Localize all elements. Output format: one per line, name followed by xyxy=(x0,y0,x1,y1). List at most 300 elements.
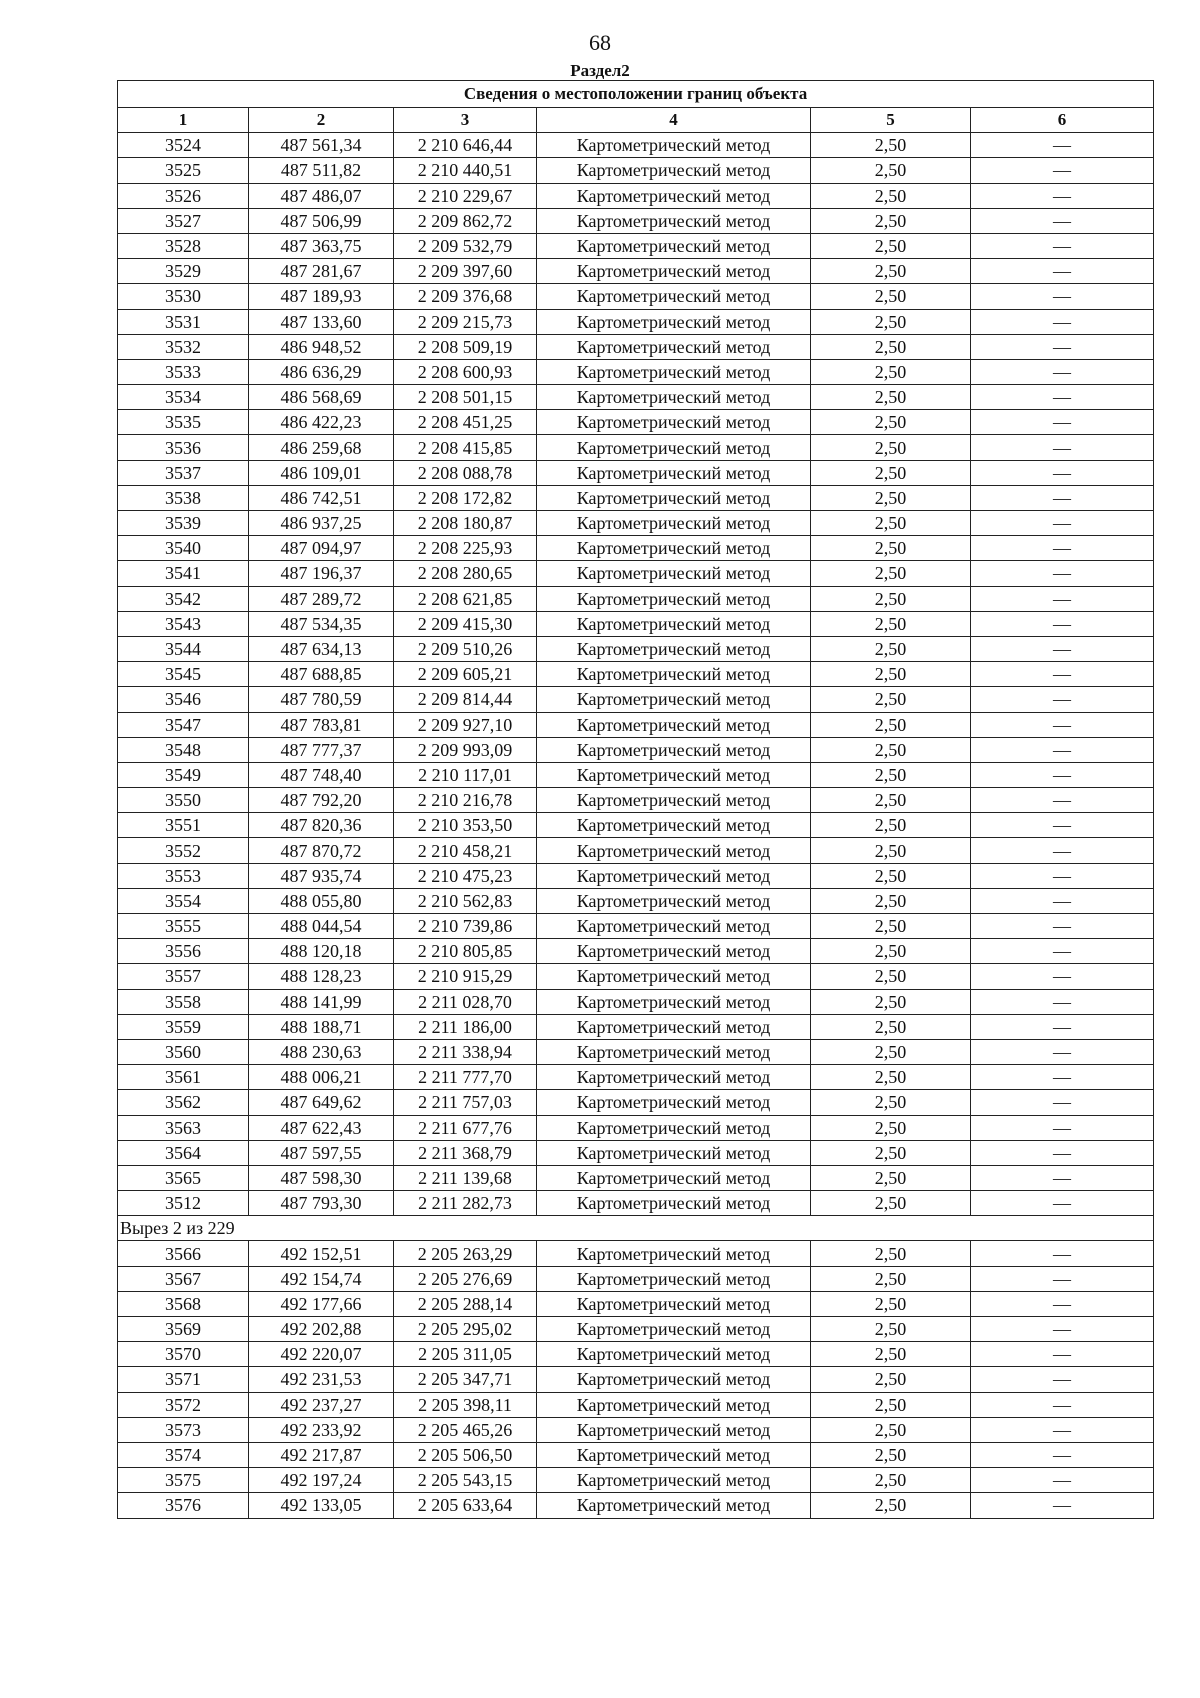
section-title: Раздел2 xyxy=(570,61,630,80)
method-cell: Картометрический метод xyxy=(537,611,811,636)
y-coordinate-cell: 2 205 347,71 xyxy=(394,1367,537,1392)
point-number-cell: 3547 xyxy=(118,712,249,737)
x-coordinate-cell: 492 154,74 xyxy=(249,1266,394,1291)
point-number-cell: 3572 xyxy=(118,1392,249,1417)
y-coordinate-cell: 2 211 186,00 xyxy=(394,1014,537,1039)
cutout-label: Вырез 2 из 229 xyxy=(118,1216,1154,1241)
table-row xyxy=(118,939,1154,964)
description-cell: — xyxy=(971,1241,1154,1266)
x-coordinate-cell: 488 128,23 xyxy=(249,964,394,989)
description-cell: — xyxy=(971,1191,1154,1216)
point-number-cell: 3552 xyxy=(118,838,249,863)
table-row xyxy=(118,737,1154,762)
x-coordinate-cell: 487 363,75 xyxy=(249,233,394,258)
description-cell: — xyxy=(971,762,1154,787)
method-cell: Картометрический метод xyxy=(537,385,811,410)
method-cell: Картометрический метод xyxy=(537,1468,811,1493)
description-cell: — xyxy=(971,888,1154,913)
x-coordinate-cell: 486 937,25 xyxy=(249,511,394,536)
y-coordinate-cell: 2 211 338,94 xyxy=(394,1039,537,1064)
method-cell: Картометрический метод xyxy=(537,737,811,762)
description-cell: — xyxy=(971,485,1154,510)
table-row xyxy=(118,762,1154,787)
table-row xyxy=(118,687,1154,712)
x-coordinate-cell: 486 636,29 xyxy=(249,359,394,384)
accuracy-cell: 2,50 xyxy=(811,662,971,687)
method-cell: Картометрический метод xyxy=(537,914,811,939)
description-cell: — xyxy=(971,737,1154,762)
y-coordinate-cell: 2 205 465,26 xyxy=(394,1417,537,1442)
accuracy-cell: 2,50 xyxy=(811,1468,971,1493)
table-row xyxy=(118,158,1154,183)
method-cell: Картометрический метод xyxy=(537,1392,811,1417)
point-number-cell: 3530 xyxy=(118,284,249,309)
point-number-cell: 3575 xyxy=(118,1468,249,1493)
point-number-cell: 3565 xyxy=(118,1165,249,1190)
y-coordinate-cell: 2 208 280,65 xyxy=(394,561,537,586)
table-row xyxy=(118,712,1154,737)
x-coordinate-cell: 488 055,80 xyxy=(249,888,394,913)
x-coordinate-cell: 487 133,60 xyxy=(249,309,394,334)
method-cell: Картометрический метод xyxy=(537,989,811,1014)
method-cell: Картометрический метод xyxy=(537,1442,811,1467)
description-cell: — xyxy=(971,989,1154,1014)
x-coordinate-cell: 487 870,72 xyxy=(249,838,394,863)
point-number-cell: 3539 xyxy=(118,511,249,536)
x-coordinate-cell: 487 486,07 xyxy=(249,183,394,208)
description-cell: — xyxy=(971,662,1154,687)
column-header: 3 xyxy=(394,108,537,133)
table-row xyxy=(118,636,1154,661)
y-coordinate-cell: 2 211 777,70 xyxy=(394,1065,537,1090)
table-row xyxy=(118,284,1154,309)
description-cell: — xyxy=(971,636,1154,661)
x-coordinate-cell: 487 196,37 xyxy=(249,561,394,586)
y-coordinate-cell: 2 209 510,26 xyxy=(394,636,537,661)
point-number-cell: 3574 xyxy=(118,1442,249,1467)
x-coordinate-cell: 492 220,07 xyxy=(249,1342,394,1367)
point-number-cell: 3548 xyxy=(118,737,249,762)
table-row xyxy=(118,914,1154,939)
x-coordinate-cell: 488 044,54 xyxy=(249,914,394,939)
point-number-cell: 3564 xyxy=(118,1140,249,1165)
y-coordinate-cell: 2 208 180,87 xyxy=(394,511,537,536)
x-coordinate-cell: 487 597,55 xyxy=(249,1140,394,1165)
x-coordinate-cell: 488 141,99 xyxy=(249,989,394,1014)
method-cell: Картометрический метод xyxy=(537,208,811,233)
method-cell: Картометрический метод xyxy=(537,662,811,687)
method-cell: Картометрический метод xyxy=(537,1241,811,1266)
table-row xyxy=(118,1039,1154,1064)
point-number-cell: 3529 xyxy=(118,259,249,284)
accuracy-cell: 2,50 xyxy=(811,259,971,284)
y-coordinate-cell: 2 209 605,21 xyxy=(394,662,537,687)
point-number-cell: 3558 xyxy=(118,989,249,1014)
y-coordinate-cell: 2 209 993,09 xyxy=(394,737,537,762)
x-coordinate-cell: 487 820,36 xyxy=(249,813,394,838)
column-header: 1 xyxy=(118,108,249,133)
point-number-cell: 3573 xyxy=(118,1417,249,1442)
description-cell: — xyxy=(971,712,1154,737)
description-cell: — xyxy=(971,309,1154,334)
accuracy-cell: 2,50 xyxy=(811,611,971,636)
accuracy-cell: 2,50 xyxy=(811,989,971,1014)
method-cell: Картометрический метод xyxy=(537,133,811,158)
x-coordinate-cell: 486 948,52 xyxy=(249,334,394,359)
method-cell: Картометрический метод xyxy=(537,863,811,888)
method-cell: Картометрический метод xyxy=(537,410,811,435)
x-coordinate-cell: 487 289,72 xyxy=(249,586,394,611)
description-cell: — xyxy=(971,259,1154,284)
point-number-cell: 3512 xyxy=(118,1191,249,1216)
table-row xyxy=(118,485,1154,510)
table-row xyxy=(118,1115,1154,1140)
accuracy-cell: 2,50 xyxy=(811,359,971,384)
accuracy-cell: 2,50 xyxy=(811,762,971,787)
point-number-cell: 3551 xyxy=(118,813,249,838)
y-coordinate-cell: 2 210 805,85 xyxy=(394,939,537,964)
table-row xyxy=(118,208,1154,233)
point-number-cell: 3538 xyxy=(118,485,249,510)
method-cell: Картометрический метод xyxy=(537,158,811,183)
table-row xyxy=(118,334,1154,359)
method-cell: Картометрический метод xyxy=(537,712,811,737)
method-cell: Картометрический метод xyxy=(537,1065,811,1090)
method-cell: Картометрический метод xyxy=(537,1266,811,1291)
description-cell: — xyxy=(971,914,1154,939)
x-coordinate-cell: 486 422,23 xyxy=(249,410,394,435)
accuracy-cell: 2,50 xyxy=(811,1317,971,1342)
table-row xyxy=(118,1014,1154,1039)
method-cell: Картометрический метод xyxy=(537,309,811,334)
y-coordinate-cell: 2 208 415,85 xyxy=(394,435,537,460)
point-number-cell: 3534 xyxy=(118,385,249,410)
y-coordinate-cell: 2 205 311,05 xyxy=(394,1342,537,1367)
column-header: 5 xyxy=(811,108,971,133)
description-cell: — xyxy=(971,1317,1154,1342)
point-number-cell: 3535 xyxy=(118,410,249,435)
y-coordinate-cell: 2 209 376,68 xyxy=(394,284,537,309)
accuracy-cell: 2,50 xyxy=(811,183,971,208)
accuracy-cell: 2,50 xyxy=(811,1241,971,1266)
point-number-cell: 3545 xyxy=(118,662,249,687)
table-row xyxy=(118,1468,1154,1493)
method-cell: Картометрический метод xyxy=(537,1317,811,1342)
point-number-cell: 3540 xyxy=(118,536,249,561)
accuracy-cell: 2,50 xyxy=(811,485,971,510)
point-number-cell: 3560 xyxy=(118,1039,249,1064)
point-number-cell: 3543 xyxy=(118,611,249,636)
description-cell: — xyxy=(971,813,1154,838)
table-row xyxy=(118,1317,1154,1342)
accuracy-cell: 2,50 xyxy=(811,914,971,939)
method-cell: Картометрический метод xyxy=(537,1165,811,1190)
accuracy-cell: 2,50 xyxy=(811,158,971,183)
description-cell: — xyxy=(971,1115,1154,1140)
method-cell: Картометрический метод xyxy=(537,939,811,964)
accuracy-cell: 2,50 xyxy=(811,586,971,611)
x-coordinate-cell: 492 177,66 xyxy=(249,1291,394,1316)
point-number-cell: 3553 xyxy=(118,863,249,888)
accuracy-cell: 2,50 xyxy=(811,964,971,989)
accuracy-cell: 2,50 xyxy=(811,1417,971,1442)
description-cell: — xyxy=(971,687,1154,712)
point-number-cell: 3544 xyxy=(118,636,249,661)
point-number-cell: 3528 xyxy=(118,233,249,258)
x-coordinate-cell: 487 792,20 xyxy=(249,788,394,813)
x-coordinate-cell: 487 783,81 xyxy=(249,712,394,737)
method-cell: Картометрический метод xyxy=(537,1367,811,1392)
y-coordinate-cell: 2 210 216,78 xyxy=(394,788,537,813)
table-row xyxy=(118,662,1154,687)
method-cell: Картометрический метод xyxy=(537,561,811,586)
table-header-row xyxy=(118,108,1154,133)
accuracy-cell: 2,50 xyxy=(811,863,971,888)
accuracy-cell: 2,50 xyxy=(811,460,971,485)
description-cell: — xyxy=(971,838,1154,863)
method-cell: Картометрический метод xyxy=(537,334,811,359)
point-number-cell: 3567 xyxy=(118,1266,249,1291)
y-coordinate-cell: 2 209 862,72 xyxy=(394,208,537,233)
y-coordinate-cell: 2 210 562,83 xyxy=(394,888,537,913)
description-cell: — xyxy=(971,1417,1154,1442)
description-cell: — xyxy=(971,208,1154,233)
method-cell: Картометрический метод xyxy=(537,1417,811,1442)
table-caption-row xyxy=(118,81,1154,108)
description-cell: — xyxy=(971,1342,1154,1367)
method-cell: Картометрический метод xyxy=(537,259,811,284)
point-number-cell: 3531 xyxy=(118,309,249,334)
description-cell: — xyxy=(971,460,1154,485)
accuracy-cell: 2,50 xyxy=(811,1442,971,1467)
method-cell: Картометрический метод xyxy=(537,964,811,989)
table-row xyxy=(118,435,1154,460)
point-number-cell: 3524 xyxy=(118,133,249,158)
accuracy-cell: 2,50 xyxy=(811,888,971,913)
table-row xyxy=(118,359,1154,384)
method-cell: Картометрический метод xyxy=(537,813,811,838)
x-coordinate-cell: 492 152,51 xyxy=(249,1241,394,1266)
x-coordinate-cell: 487 748,40 xyxy=(249,762,394,787)
x-coordinate-cell: 487 935,74 xyxy=(249,863,394,888)
x-coordinate-cell: 486 259,68 xyxy=(249,435,394,460)
y-coordinate-cell: 2 209 814,44 xyxy=(394,687,537,712)
method-cell: Картометрический метод xyxy=(537,1090,811,1115)
x-coordinate-cell: 492 133,05 xyxy=(249,1493,394,1518)
point-number-cell: 3525 xyxy=(118,158,249,183)
y-coordinate-cell: 2 208 509,19 xyxy=(394,334,537,359)
x-coordinate-cell: 487 793,30 xyxy=(249,1191,394,1216)
description-cell: — xyxy=(971,334,1154,359)
table-row xyxy=(118,1090,1154,1115)
point-number-cell: 3526 xyxy=(118,183,249,208)
y-coordinate-cell: 2 205 288,14 xyxy=(394,1291,537,1316)
point-number-cell: 3557 xyxy=(118,964,249,989)
y-coordinate-cell: 2 208 225,93 xyxy=(394,536,537,561)
x-coordinate-cell: 487 622,43 xyxy=(249,1115,394,1140)
x-coordinate-cell: 487 634,13 xyxy=(249,636,394,661)
x-coordinate-cell: 492 197,24 xyxy=(249,1468,394,1493)
point-number-cell: 3576 xyxy=(118,1493,249,1518)
method-cell: Картометрический метод xyxy=(537,536,811,561)
accuracy-cell: 2,50 xyxy=(811,1140,971,1165)
description-cell: — xyxy=(971,1442,1154,1467)
accuracy-cell: 2,50 xyxy=(811,511,971,536)
method-cell: Картометрический метод xyxy=(537,838,811,863)
description-cell: — xyxy=(971,158,1154,183)
x-coordinate-cell: 487 777,37 xyxy=(249,737,394,762)
y-coordinate-cell: 2 211 368,79 xyxy=(394,1140,537,1165)
table-row xyxy=(118,1291,1154,1316)
x-coordinate-cell: 487 534,35 xyxy=(249,611,394,636)
y-coordinate-cell: 2 208 172,82 xyxy=(394,485,537,510)
table-row xyxy=(118,1191,1154,1216)
y-coordinate-cell: 2 209 397,60 xyxy=(394,259,537,284)
table-row xyxy=(118,989,1154,1014)
y-coordinate-cell: 2 208 501,15 xyxy=(394,385,537,410)
y-coordinate-cell: 2 210 915,29 xyxy=(394,964,537,989)
y-coordinate-cell: 2 211 028,70 xyxy=(394,989,537,1014)
accuracy-cell: 2,50 xyxy=(811,939,971,964)
y-coordinate-cell: 2 210 458,21 xyxy=(394,838,537,863)
point-number-cell: 3554 xyxy=(118,888,249,913)
y-coordinate-cell: 2 211 757,03 xyxy=(394,1090,537,1115)
point-number-cell: 3570 xyxy=(118,1342,249,1367)
x-coordinate-cell: 487 561,34 xyxy=(249,133,394,158)
accuracy-cell: 2,50 xyxy=(811,1014,971,1039)
accuracy-cell: 2,50 xyxy=(811,284,971,309)
description-cell: — xyxy=(971,133,1154,158)
description-cell: — xyxy=(971,284,1154,309)
description-cell: — xyxy=(971,611,1154,636)
description-cell: — xyxy=(971,939,1154,964)
description-cell: — xyxy=(971,536,1154,561)
accuracy-cell: 2,50 xyxy=(811,133,971,158)
point-number-cell: 3536 xyxy=(118,435,249,460)
method-cell: Картометрический метод xyxy=(537,788,811,813)
x-coordinate-cell: 487 511,82 xyxy=(249,158,394,183)
description-cell: — xyxy=(971,1392,1154,1417)
x-coordinate-cell: 488 006,21 xyxy=(249,1065,394,1090)
x-coordinate-cell: 486 742,51 xyxy=(249,485,394,510)
description-cell: — xyxy=(971,1367,1154,1392)
description-cell: — xyxy=(971,183,1154,208)
method-cell: Картометрический метод xyxy=(537,586,811,611)
y-coordinate-cell: 2 205 263,29 xyxy=(394,1241,537,1266)
description-cell: — xyxy=(971,359,1154,384)
description-cell: — xyxy=(971,1291,1154,1316)
accuracy-cell: 2,50 xyxy=(811,1342,971,1367)
table-row xyxy=(118,133,1154,158)
point-number-cell: 3527 xyxy=(118,208,249,233)
method-cell: Картометрический метод xyxy=(537,183,811,208)
accuracy-cell: 2,50 xyxy=(811,788,971,813)
point-number-cell: 3537 xyxy=(118,460,249,485)
table-row xyxy=(118,863,1154,888)
x-coordinate-cell: 487 506,99 xyxy=(249,208,394,233)
table-row xyxy=(118,385,1154,410)
accuracy-cell: 2,50 xyxy=(811,1039,971,1064)
point-number-cell: 3542 xyxy=(118,586,249,611)
accuracy-cell: 2,50 xyxy=(811,1115,971,1140)
description-cell: — xyxy=(971,1493,1154,1518)
description-cell: — xyxy=(971,435,1154,460)
boundary-coordinates-table xyxy=(117,80,1154,1519)
table-row xyxy=(118,511,1154,536)
table-row xyxy=(118,410,1154,435)
y-coordinate-cell: 2 211 282,73 xyxy=(394,1191,537,1216)
x-coordinate-cell: 488 230,63 xyxy=(249,1039,394,1064)
table-row xyxy=(118,1367,1154,1392)
accuracy-cell: 2,50 xyxy=(811,1191,971,1216)
y-coordinate-cell: 2 205 276,69 xyxy=(394,1266,537,1291)
method-cell: Картометрический метод xyxy=(537,762,811,787)
y-coordinate-cell: 2 209 532,79 xyxy=(394,233,537,258)
accuracy-cell: 2,50 xyxy=(811,712,971,737)
table-row xyxy=(118,838,1154,863)
y-coordinate-cell: 2 210 739,86 xyxy=(394,914,537,939)
x-coordinate-cell: 486 568,69 xyxy=(249,385,394,410)
y-coordinate-cell: 2 208 621,85 xyxy=(394,586,537,611)
method-cell: Картометрический метод xyxy=(537,1014,811,1039)
description-cell: — xyxy=(971,1266,1154,1291)
accuracy-cell: 2,50 xyxy=(811,385,971,410)
cutout-row xyxy=(118,1216,1154,1241)
y-coordinate-cell: 2 205 543,15 xyxy=(394,1468,537,1493)
point-number-cell: 3533 xyxy=(118,359,249,384)
method-cell: Картометрический метод xyxy=(537,435,811,460)
table-row xyxy=(118,1065,1154,1090)
accuracy-cell: 2,50 xyxy=(811,561,971,586)
accuracy-cell: 2,50 xyxy=(811,1392,971,1417)
x-coordinate-cell: 488 120,18 xyxy=(249,939,394,964)
y-coordinate-cell: 2 208 088,78 xyxy=(394,460,537,485)
y-coordinate-cell: 2 211 677,76 xyxy=(394,1115,537,1140)
accuracy-cell: 2,50 xyxy=(811,838,971,863)
description-cell: — xyxy=(971,586,1154,611)
accuracy-cell: 2,50 xyxy=(811,1266,971,1291)
table-row xyxy=(118,788,1154,813)
y-coordinate-cell: 2 209 215,73 xyxy=(394,309,537,334)
method-cell: Картометрический метод xyxy=(537,1191,811,1216)
y-coordinate-cell: 2 205 295,02 xyxy=(394,1317,537,1342)
point-number-cell: 3549 xyxy=(118,762,249,787)
description-cell: — xyxy=(971,1039,1154,1064)
table-caption: Сведения о местоположении границ объекта xyxy=(118,81,1154,108)
x-coordinate-cell: 487 189,93 xyxy=(249,284,394,309)
description-cell: — xyxy=(971,1090,1154,1115)
table-row xyxy=(118,1442,1154,1467)
y-coordinate-cell: 2 210 117,01 xyxy=(394,762,537,787)
table-row xyxy=(118,1493,1154,1518)
x-coordinate-cell: 487 780,59 xyxy=(249,687,394,712)
column-header: 6 xyxy=(971,108,1154,133)
description-cell: — xyxy=(971,1468,1154,1493)
point-number-cell: 3546 xyxy=(118,687,249,712)
y-coordinate-cell: 2 210 229,67 xyxy=(394,183,537,208)
method-cell: Картометрический метод xyxy=(537,687,811,712)
method-cell: Картометрический метод xyxy=(537,511,811,536)
method-cell: Картометрический метод xyxy=(537,460,811,485)
description-cell: — xyxy=(971,385,1154,410)
description-cell: — xyxy=(971,1140,1154,1165)
table-row xyxy=(118,233,1154,258)
method-cell: Картометрический метод xyxy=(537,1115,811,1140)
method-cell: Картометрический метод xyxy=(537,636,811,661)
point-number-cell: 3559 xyxy=(118,1014,249,1039)
method-cell: Картометрический метод xyxy=(537,888,811,913)
accuracy-cell: 2,50 xyxy=(811,233,971,258)
